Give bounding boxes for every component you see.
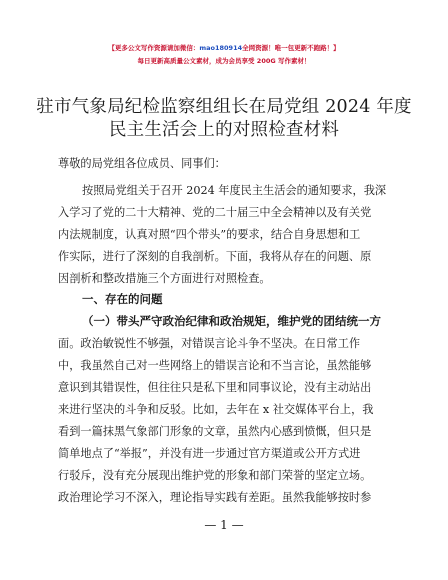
promo-text-right: 全网资源！唯一包更新不跑路！】 [242,44,340,52]
document-title-line1: 驻市气象局纪检监察组组长在局党组 2024 年度 [36,97,412,117]
body-line: 中，我虽然自己对一些网络上的错误言论和不当言论，虽然能够 [58,359,372,372]
body-line: 来进行坚决的斗争和反驳。比如，去年在 x 社交媒体平台上，我 [58,403,374,416]
intro-line: 作实际，进行了深刻的自我剖析。下面，我将从存在的问题、原 [58,250,372,263]
intro-line: 按照局党组关于召开 2024 年度民主生活会的通知要求，我深 [82,184,387,197]
body-line: 政治理论学习不深入，理论指导实践有差距。虽然我能够按时参 [58,491,372,504]
intro-line: 入学习了党的二十大精神、党的二十届三中全会精神以及有关党 [58,206,372,219]
body-line: 意识到其错误性，但往往只是私下里和同事议论，没有主动站出 [58,381,372,394]
salutation: 尊敬的局党组各位成员、同事们： [58,157,226,170]
body-line: 面。政治敏锐性不够强，对错误言论斗争不坚决。在日常工作 [58,337,361,350]
promo-banner-line2: 每日更新高质量公文素材，成为会员享受 200G 写作素材！ [137,57,311,65]
promo-banner-line1 [0,43,448,52]
body-line: 看到一篇抹黑气象部门形象的文章，虽然内心感到愤慨，但只是 [58,425,372,438]
promo-wechat-id: mao180914 [199,44,243,52]
intro-line: 内法规制度，认真对照“四个带头”的要求，结合自身思想和工 [58,228,361,241]
body-line: 简单地点了“举报”，并没有进一步通过官方渠道或公开方式进 [58,447,361,460]
section-heading: 一、存在的问题 [82,292,163,306]
body-line: 行驳斥，没有充分展现出维护党的形象和部门荣誉的坚定立场。 [58,469,372,482]
subsection-heading: （一）带头严守政治纪律和政治规矩，维护党的团结统一方 [82,314,381,328]
document-title-line2: 民主生活会上的对照检查材料 [108,120,340,140]
intro-line: 因剖析和整改措施三个方面进行对照检查。 [58,272,271,285]
page-number: — 1 — [204,518,244,532]
promo-text-left: 【更多公文写作资源请加微信： [108,44,200,52]
